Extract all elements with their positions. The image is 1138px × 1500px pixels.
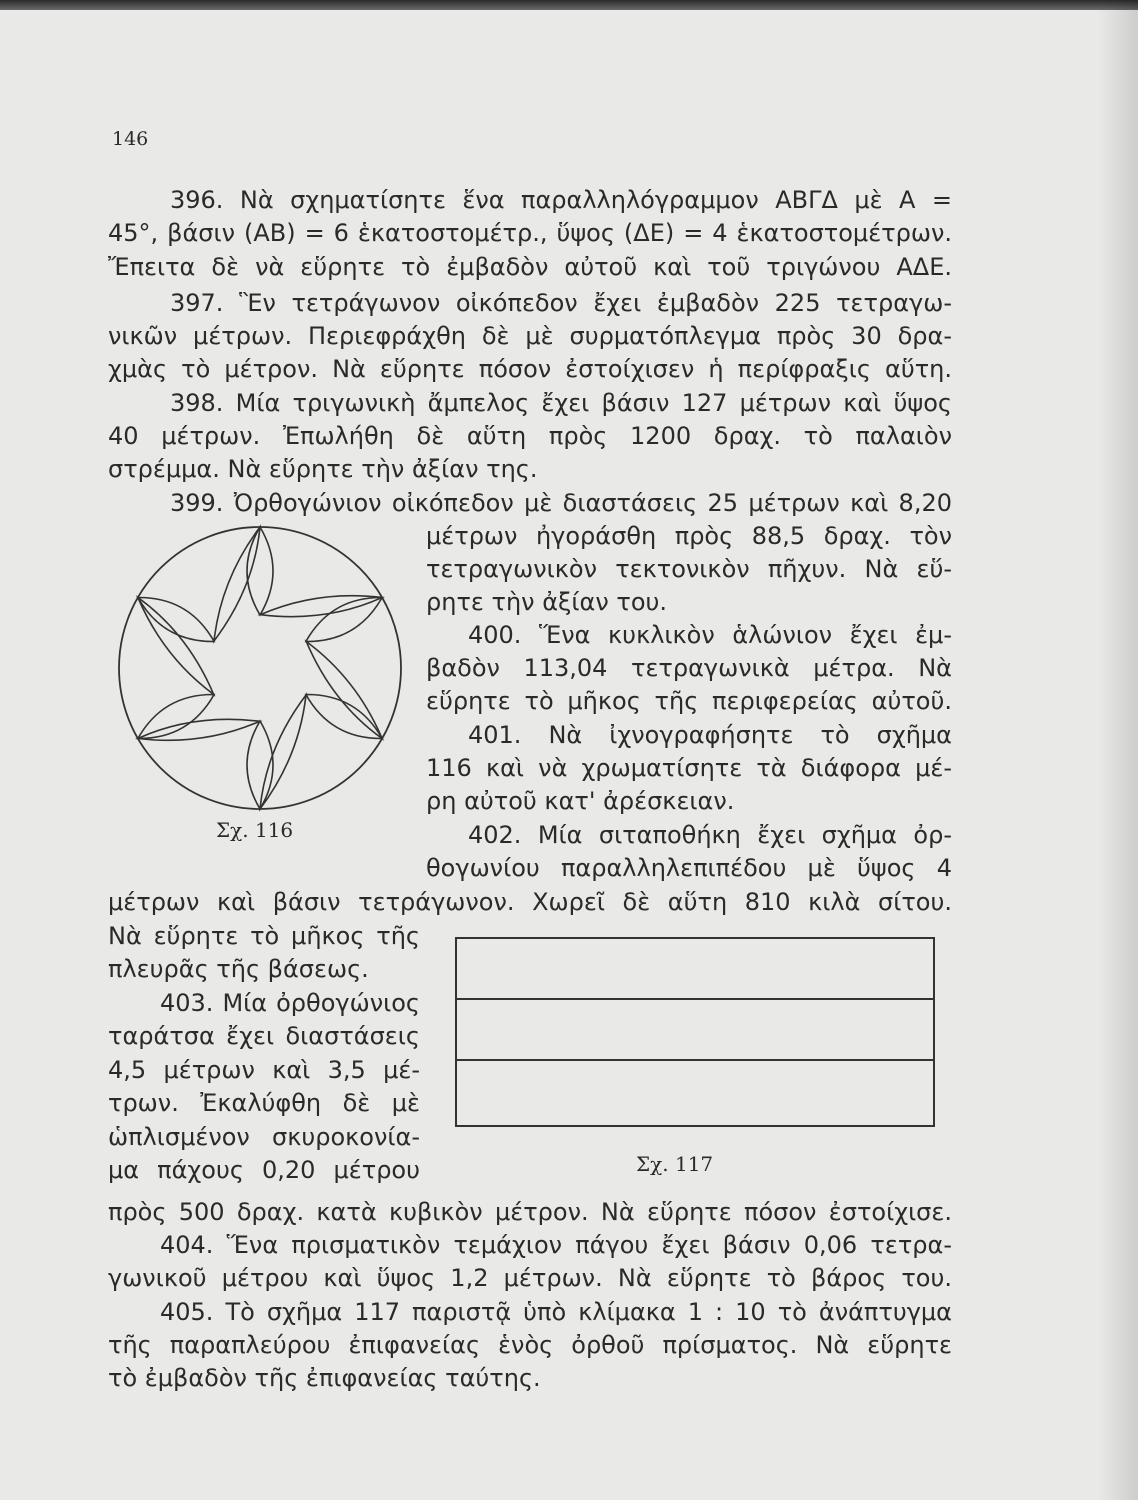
text-line: 402. Μία σιταποθήκη ἔχει σχῆμα ὀρ- [468,821,952,849]
text-line: πρὸς 500 δραχ. κατὰ κυβικὸν μέτρον. Νὰ εὕρητε πόσον ἐστοίχισε. [108,1198,952,1226]
text-line: στρέμμα. Νὰ εὕρητε τὴν ἀξίαν της. [108,455,538,483]
text-line: πλευρᾶς τῆς βάσεως. [108,955,369,983]
text-line: ὡπλισμένον σκυροκονία- [108,1123,420,1151]
text-line: ρητε τὴν ἀξίαν του. [426,588,668,616]
text-line: 401. Νὰ ἰχνογραφήσητε τὸ σχῆμα [468,721,952,749]
text-line: ρη αὐτοῦ κατ' ἀρέσκειαν. [426,787,735,815]
text-line: Ἔπειτα δὲ νὰ εὕρητε τὸ ἐμβαδὸν αὐτοῦ καὶ τοῦ τριγώνου ΑΔΕ. [108,253,952,281]
text-line: 4,5 μέτρων καὶ 3,5 μέ- [108,1056,420,1084]
rosette-curved-petal [260,695,306,809]
text-line: εὕρητε τὸ μῆκος τῆς περιφερείας αὐτοῦ. [426,687,952,715]
text-line: Νὰ εὕρητε τὸ μῆκος τῆς [108,922,420,950]
figure-117-prism-net [450,930,940,1140]
text-line: 397. Ἓν τετράγωνον οἰκόπεδον ἔχει ἐμβαδὸν 225 τετραγω- [170,289,952,317]
rosette-petal [299,683,388,750]
text-line: 45°, βάσιν (ΑΒ) = 6 ἑκατοστομέτρ., ὕψος (ΔΕ) = 4 ἑκατοστομέτρων. [108,219,952,247]
figure-116-caption: Σχ. 116 [216,818,294,842]
rosette-petal [131,586,220,653]
text-line: γωνικοῦ μέτρου καὶ ὕψος 1,2 μέτρων. Νὰ εὕρητε τὸ βάρος του. [108,1264,952,1292]
text-line: μα πάχους 0,20 μέτρου [108,1156,420,1184]
page-gutter-shadow [1098,0,1138,1500]
text-line: τῆς παραπλεύρου ἐπιφανείας ἑνὸς ὀρθοῦ πρίσματος. Νὰ εὕρητε [108,1331,952,1359]
figure-117-caption: Σχ. 117 [636,1152,714,1176]
text-line: τὸ ἐμβαδὸν τῆς ἐπιφανείας ταύτης. [108,1364,541,1392]
text-line: τρων. Ἐκαλύφθη δὲ μὲ [108,1089,420,1117]
prism-net-outline [456,938,934,1126]
text-line: 400. Ἕνα κυκλικὸν ἁλώνιον ἔχει ἐμ- [468,621,952,649]
text-line: 116 καὶ νὰ χρωματίσητε τὰ διάφορα μέ- [426,754,952,782]
rosette-curved-petal [214,527,260,641]
text-line: 398. Μία τριγωνικὴ ἄμπελος ἔχει βάσιν 127 μέτρων καὶ ὕψος [170,389,952,417]
figure-116-rosette [110,520,410,820]
page-number: 146 [112,128,149,150]
rosette-outer-circle [119,527,401,809]
text-line: μέτρων ἠγοράσθη πρὸς 88,5 δραχ. τὸν [426,522,952,550]
text-line: 403. Μία ὀρθογώνιος [160,989,420,1017]
text-line: βαδὸν 113,04 τετραγωνικὰ μέτρα. Νὰ [426,654,952,682]
text-line: μέτρων καὶ βάσιν τετράγωνον. Χωρεῖ δὲ αὕτη 810 κιλὰ σίτου. [108,888,952,916]
text-line: χμὰς τὸ μέτρον. Νὰ εὕρητε πόσον ἐστοίχισεν ἡ περίφραξις αὕτη. [108,355,952,383]
page-top-edge [0,0,1138,10]
text-line: 40 μέτρων. Ἐπωλήθη δὲ αὕτη πρὸς 1200 δραχ. τὸ παλαιὸν [108,422,952,450]
text-line: τετραγωνικὸν τεκτονικὸν πῆχυν. Νὰ εὕ- [426,555,952,583]
text-line: ταράτσα ἔχει διαστάσεις [108,1022,420,1050]
text-line: 396. Νὰ σχηματίσητε ἕνα παραλληλόγραμμον ΑΒΓΔ μὲ Α = [170,186,952,214]
text-line: 405. Τὸ σχῆμα 117 παριστᾷ ὑπὸ κλίμακα 1 : 10 τὸ ἀνάπτυγμα [160,1298,952,1326]
text-line: 399. Ὀρθογώνιον οἰκόπεδον μὲ διαστάσεις 25 μέτρων καὶ 8,20 [170,489,952,517]
text-line: 404. Ἕνα πρισματικὸν τεμάχιον πάγου ἔχει βάσιν 0,06 τετρα- [160,1231,952,1259]
text-line: θογωνίου παραλληλεπιπέδου μὲ ὕψος 4 [426,854,952,882]
text-line: νικῶν μέτρων. Περιεφράχθη δὲ μὲ συρματόπλεγμα πρὸς 30 δρα- [108,322,952,350]
